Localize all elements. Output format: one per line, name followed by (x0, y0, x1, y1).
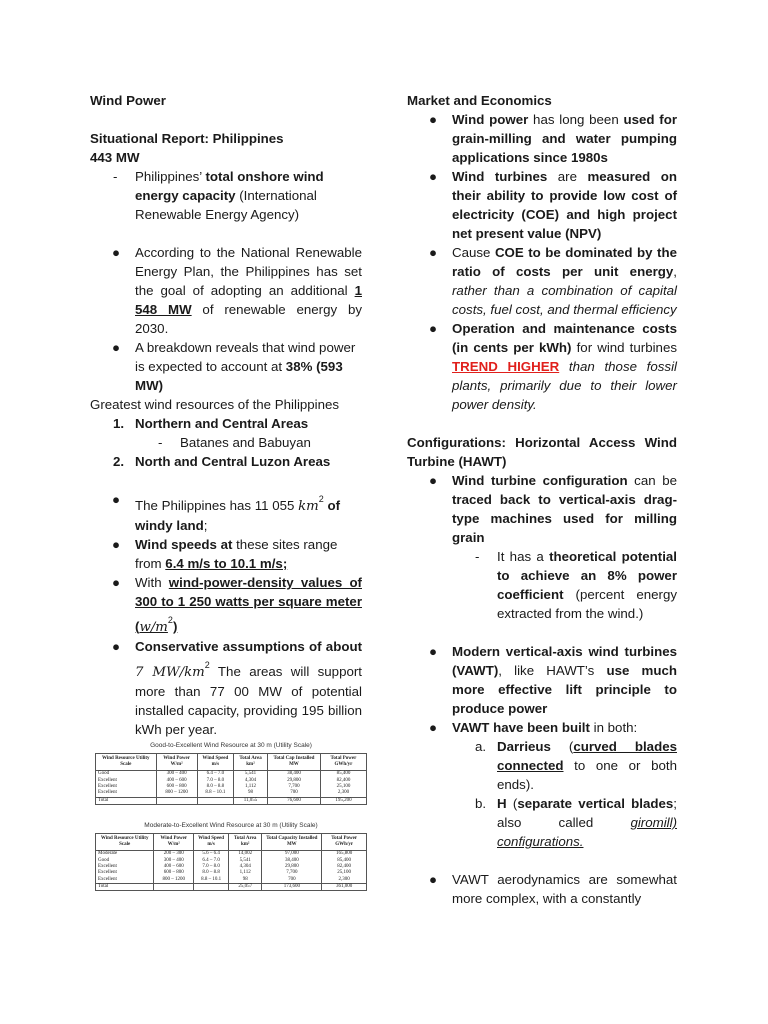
resource-table (95, 753, 367, 805)
table-cell: 195,200 (320, 797, 366, 804)
table-cell: 7,700 (262, 870, 322, 876)
table-cell: 400 – 600 (156, 777, 197, 783)
table-cell: 165,800 (322, 851, 367, 858)
table-cell: 173,600 (262, 883, 322, 890)
table-header-cell: Wind Power W/m² (156, 754, 197, 771)
wind-resource-table-30m-good (95, 741, 367, 805)
doc-title: Wind Power (90, 93, 166, 108)
bullet-wind-power-use: ● Wind power has long been used for grain-milling and water pumping applications since 1980s (429, 112, 677, 165)
table-cell: 7.0 – 8.0 (194, 864, 229, 870)
table-cell: 8.0 – 8.8 (197, 784, 233, 790)
table-cell: 76,600 (268, 797, 321, 804)
table-cell: 7.0 – 8.0 (197, 777, 233, 783)
bullet-wind-speeds: ● Wind speeds at these sites range from 6.4 m/s to 10.1 m/s; (112, 537, 338, 571)
table-header-cell: Total Capacity Installed MW (262, 834, 322, 851)
left-column (90, 91, 362, 739)
table-header-cell: Wind Power W/m² (154, 834, 194, 851)
table-header-cell: Wind Speed m/s (194, 834, 229, 851)
bullet-modern-vawt: ● Modern vertical-axis wind turbines (VAWT), like HAWT’s use much more effective lift principle to produce power (429, 644, 677, 716)
table-cell: 7,700 (268, 784, 321, 790)
report-title: Situational Report: Philippines (90, 131, 284, 146)
table-cell: 8.8 – 10.1 (197, 790, 233, 797)
table-header-row (96, 754, 367, 771)
table-header-cell: Total Cap Installed MW (268, 754, 321, 771)
capacity-figure: 443 MW (90, 150, 140, 165)
bullet-vawt-aerodynamics: ● VAWT aerodynamics are somewhat more complex, with a constantly (429, 872, 677, 906)
table-cell: 29,800 (268, 777, 321, 783)
table-cell: 85,400 (320, 771, 366, 778)
bullet-vawt-built: ● VAWT have been built in both: (429, 720, 638, 735)
table-header-cell: Total Area km² (229, 834, 262, 851)
bullet-breakdown: ● A breakdown reveals that wind power is expected to account at 38% (593 MW) (112, 340, 356, 393)
area-item-1-sub: - Batanes and Babuyan (158, 435, 311, 450)
table-cell (197, 797, 233, 804)
table-header-cell: Wind Speed m/s (197, 754, 233, 771)
area-item-1: 1. Northern and Central Areas (113, 416, 309, 431)
table-header-cell: Total Power GWh/yr (320, 754, 366, 771)
table-cell: 25,057 (229, 883, 262, 890)
table-cell: 97,000 (262, 851, 322, 858)
table-cell: Total (96, 883, 154, 890)
table-cell: Excellent (96, 790, 157, 797)
bullet-om-costs: ● Operation and maintenance costs (in cents per kWh) for wind turbines TREND HIGHER than those fossil plants, primarily due to their lower power density. (429, 321, 677, 412)
table-cell: Excellent (96, 864, 154, 870)
table-cell: 85,400 (322, 857, 367, 863)
table-total-row (96, 797, 367, 804)
table-cell: 400 – 600 (154, 864, 194, 870)
bullet-turbine-config: ● Wind turbine configuration can be traced back to vertical-axis drag-type machines used for milling grain (429, 473, 678, 545)
configurations-title: Configurations: Horizontal Access Wind Turbine (HAWT) (407, 435, 677, 469)
table-header-row (96, 834, 367, 851)
table-cell (154, 883, 194, 890)
table-cell: 6.4 – 7.0 (197, 771, 233, 778)
table-header-cell: Total Area km² (234, 754, 268, 771)
table-cell: 600 – 800 (156, 784, 197, 790)
table-cell: 25,100 (320, 784, 366, 790)
table-row (96, 771, 367, 778)
table-caption: Moderate-to-Excellent Wind Resource at 30 m (Utility Scale) (144, 822, 318, 829)
table-cell: 25,100 (322, 870, 367, 876)
table-cell: 4,304 (229, 864, 262, 870)
vawt-type-h: b. H (separate vertical blades; also called giromill) configurations. (475, 796, 677, 849)
table-cell: Excellent (96, 784, 157, 790)
table-cell (194, 883, 229, 890)
table-caption: Good-to-Excellent Wind Resource at 30 m (Utility Scale) (150, 742, 312, 749)
table-header-cell: Total Power GWh/yr (322, 834, 367, 851)
bullet-power-density: ● With wind-power-density values of 300 to 1 250 watts per square meter $(w/m^2)$ (112, 575, 362, 635)
area-item-2: 2. North and Central Luzon Areas (113, 454, 331, 469)
table-cell: 6.4 – 7.0 (194, 857, 229, 863)
table-cell: 8.8 – 10.1 (194, 877, 229, 884)
market-title: Market and Economics (407, 93, 552, 108)
bullet-windy-land: ● The Philippines has 11 055 $km^2$ of windy land; (112, 492, 341, 533)
table-header-cell: Wind Resource Utility Scale (96, 834, 154, 851)
table-cell: 200 – 300 (154, 851, 194, 858)
bullet-conservative: ● Conservative assumptions of about 7 $MW/km^2$ The areas will support more than 77 00 MW of potential installed capacity, providing 195 billion kWh per year. (112, 639, 362, 737)
table-cell: 5,541 (234, 771, 268, 778)
bullet-coe-cause: ● Cause COE to be dominated by the ratio of costs per unit energy, rather than a combination of capital costs, fuel cost, and thermal efficiency (429, 245, 677, 317)
table-cell: 800 – 1200 (156, 790, 197, 797)
table-cell: 82,400 (320, 777, 366, 783)
table-cell: 4,304 (234, 777, 268, 783)
power-coefficient-note: - It has a theoretical potential to achieve an 8% power coefficient (percent energy extracted from the wind.) (475, 549, 678, 621)
table-cell: Excellent (96, 870, 154, 876)
greatest-resources-heading: Greatest wind resources of the Philippines (90, 397, 340, 412)
table-cell: 8.0 – 8.8 (194, 870, 229, 876)
table-total-row (96, 883, 367, 890)
table-cell: 1,112 (229, 870, 262, 876)
table-cell: Good (96, 771, 157, 778)
table-cell: 98 (229, 877, 262, 884)
resource-table (95, 833, 367, 891)
table-cell: 600 – 800 (154, 870, 194, 876)
table-cell: 300 – 400 (154, 857, 194, 863)
table-row (96, 877, 367, 884)
table-cell: 2,300 (320, 790, 366, 797)
table-cell: 11,055 (234, 797, 268, 804)
table-cell: 2,300 (322, 877, 367, 884)
table-cell: Moderate (96, 851, 154, 858)
bullet-nrep-goal: ● According to the National Renewable Energy Plan, the Philippines has set the goal of adopting an additional 1 548 MW of renewable energy by 2030. (112, 245, 362, 336)
table-cell: 5.6 – 6.4 (194, 851, 229, 858)
table-cell: 82,400 (322, 864, 367, 870)
table-cell: 300 – 400 (156, 771, 197, 778)
right-column (407, 91, 677, 908)
table-cell: Excellent (96, 777, 157, 783)
table-cell: 1,112 (234, 784, 268, 790)
table-row (96, 790, 367, 797)
table-cell: 38,400 (262, 857, 322, 863)
table-cell: Total (96, 797, 157, 804)
table-cell: 700 (268, 790, 321, 797)
table-cell: 98 (234, 790, 268, 797)
bullet-turbines-measured: ● Wind turbines are measured on their ability to provide low cost of electricity (COE) and high project net present value (NPV) (429, 169, 677, 241)
table-cell: 800 – 1200 (154, 877, 194, 884)
table-cell: 29,800 (262, 864, 322, 870)
table-cell: 700 (262, 877, 322, 884)
table-cell: 5,541 (229, 857, 262, 863)
table-cell: Excellent (96, 877, 154, 884)
wind-resource-table-30m-moderate (95, 821, 367, 891)
table-row (96, 851, 367, 858)
table-cell: Good (96, 857, 154, 863)
table-cell: 38,400 (268, 771, 321, 778)
table-cell: 361,000 (322, 883, 367, 890)
capacity-note: - Philippines’ total onshore wind energy capacity (International Renewable Energy Agency) (113, 169, 324, 222)
table-cell: 14,002 (229, 851, 262, 858)
table-cell (156, 797, 197, 804)
vawt-type-darrieus: a. Darrieus (curved blades connected to one or both ends). (475, 739, 677, 792)
table-header-cell: Wind Resource Utility Scale (96, 754, 157, 771)
